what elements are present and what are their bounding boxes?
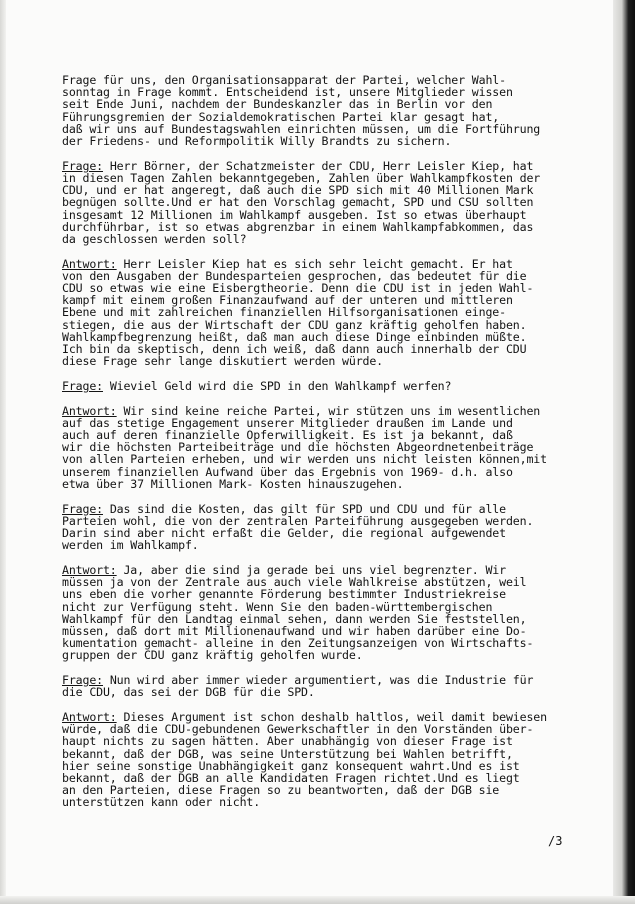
answer-text: Dieses Argument ist schon deshalb haltlos, weil damit bewiesen würde, daß die CDU-gebundenen Gewerkschaftler in den Vorständen über- haupt nichts zu sagen hätten. Aber unabhängig von dieser Frage ist bekannt, daß der DGB, was seine Unterstützung bei Wahlen betrifft, hier seine sonstige Unabhängigkeit ganz konsequent wahrt.Und es ist bekannt, daß der DGB an alle Kandidaten Fragen richtet.Und es liegt an den Parteien, diese Fragen so zu beantworten, daß der DGB sie unterstützen kann oder nicht.: [62, 709, 547, 810]
document-body: [62, 74, 582, 821]
paragraph-text: Frage für uns, den Organisationsapparat der Partei, welcher Wahl- sonntag in Frage kommt. Entscheidend ist, unsere Mitglieder wissen seit Ende Juni, nachdem der Bundeskanzler das in Berlin vor den Führungsgremien der Sozialdemokratischen Partei klar gesagt hat, daß wir uns auf Bundestagswahlen einrichten müssen, um die Fortführung der Friedens- und Reformpolitik Willy Brandts zu sichern.: [62, 73, 541, 149]
paragraph-intro: [62, 74, 582, 147]
question-text: Wieviel Geld wird die SPD in den Wahlkampf werfen?: [102, 378, 452, 393]
answer-paragraph: [62, 711, 582, 809]
answer-paragraph: [62, 564, 582, 662]
scan-edge-right: [613, 0, 635, 904]
answer-label: Antwort:: [62, 562, 117, 577]
answer-paragraph: [62, 258, 582, 368]
scan-edge-left: [0, 0, 6, 904]
question-label: Frage:: [62, 158, 103, 173]
answer-paragraph: [62, 405, 582, 490]
question-label: Frage:: [62, 378, 103, 393]
scan-edge-bottom: [0, 896, 635, 904]
question-label: Frage:: [62, 673, 103, 688]
answer-text: Wir sind keine reiche Partei, wir stützen uns im wesentlichen auf das stetige Engagement unserer Mitglieder draußen im Lande und auch auf deren finanzielle Opferwilligkeit. Es ist ja bekannt, daß wir die höchsten Parteibeiträge und die höchsten Abgeordnetenbeiträge von allen Parteien erheben, und wir werden uns nicht leisten können,mit unserem finanziellen Aufwand über das Ergebnis von 1969- d.h. also etwa über 37 Millionen Mark- Kosten hinauszugehen.: [62, 403, 547, 491]
question-paragraph: [62, 674, 582, 698]
question-paragraph: [62, 503, 582, 552]
answer-text: Herr Leisler Kiep hat es sich sehr leicht gemacht. Er hat von den Ausgaben der Bundesparteien gesprochen, das bedeutet für die CDU so etwas wie eine Eisbergtheorie. Denn die CDU ist in jeden Wahl- kampf mit einem großen Finanzaufwand auf der unteren und mittleren Ebene und mit zahlreichen finanziellen Hilfsorganisationen einge- stiegen, die aus der Wirtschaft der CDU ganz kräftig geholfen haben. Wahlkampfbegrenzung heißt, daß man auch diese Dinge einbinden müßte. Ich bin da skeptisch, denn ich weiß, daß dann auch innerhalb der CDU diese Frage sehr lange diskutiert werden würde.: [62, 256, 534, 369]
question-paragraph: [62, 380, 582, 392]
question-paragraph: [62, 160, 582, 245]
answer-label: Antwort:: [62, 403, 117, 418]
answer-label: Antwort:: [62, 256, 117, 271]
answer-text: Ja, aber die sind ja gerade bei uns viel begrenzter. Wir müssen ja von der Zentrale aus auch viele Wahlkreise abstützen, weil uns eben die vorher genannte Förderung bestimmter Industriekreise nicht zur Verfügung steht. Wenn Sie den baden-württembergischen Wahlkampf für den Landtag einmal sehen, dann werden Sie feststellen, müssen, daß dort mit Millionenaufwand und wir haben darüber eine Do- kumentation gemacht- alleine in den Zeitungsanzeigen von Wirtschafts- gruppen der CDU ganz kräftig geholfen wurde.: [62, 562, 534, 663]
question-label: Frage:: [62, 501, 103, 516]
page-number: /3: [548, 834, 563, 848]
question-text: Das sind die Kosten, das gilt für SPD und CDU und für alle Parteien wohl, die von der zentralen Parteiführung ausgegeben werden. Darin sind aber nicht erfaßt die Gelder, die regional aufgewendet werden im Wahlkampf.: [62, 501, 534, 553]
question-text: Nun wird aber immer wieder argumentiert, was die Industrie für die CDU, das sei der DGB für die SPD.: [62, 673, 534, 700]
question-text: Herr Börner, der Schatzmeister der CDU, Herr Leisler Kiep, hat in diesen Tagen Zahlen bekanntgegeben, Zahlen über Wahlkampfkosten der CDU, und er hat angeregt, daß auch die SPD sich mit 40 Millionen Mark begnügen sollte.Und er hat den Vorschlag gemacht, SPD und CSU sollten insgesamt 12 Millionen im Wahlkampf ausgeben. Ist so etwas überhaupt durchführbar, ist so etwas abgrenzbar in einem Wahlkampfabkommen, das da geschlossen werden soll?: [62, 158, 541, 246]
answer-label: Antwort:: [62, 709, 117, 724]
